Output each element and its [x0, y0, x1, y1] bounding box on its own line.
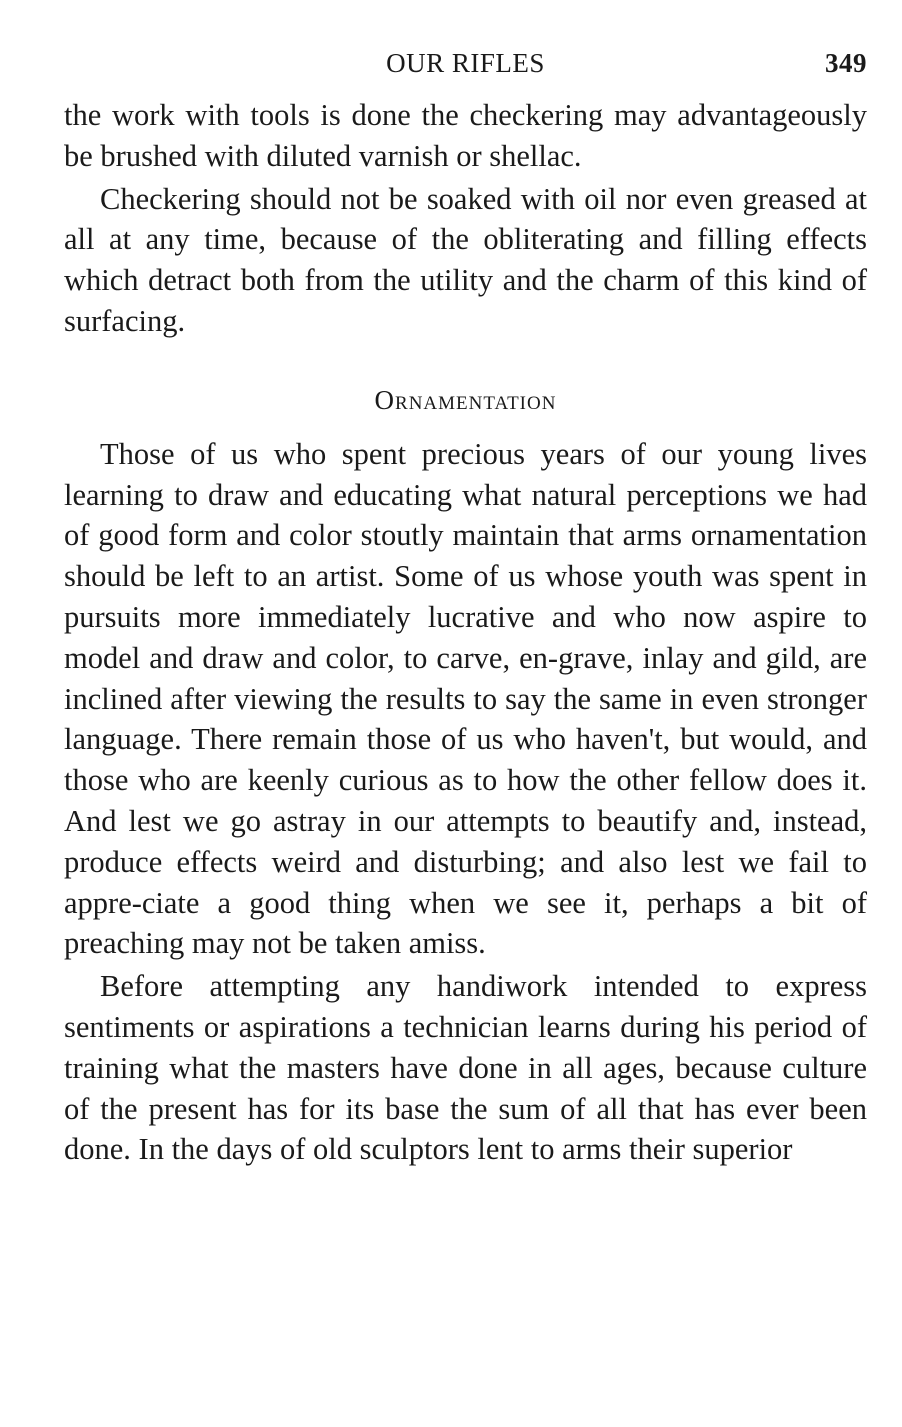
- running-head: [64, 48, 867, 88]
- running-title: OUR RIFLES: [386, 48, 545, 78]
- paragraph-checkering: Checkering should not be soaked with oil nor even greased at all at any time, because of the obliterating and filling effects which detract both from the utility and the charm of this kind of surfacing.: [64, 181, 867, 338]
- section-heading: Ornamentation: [374, 384, 557, 415]
- book-page: [64, 48, 867, 1170]
- paragraph-handiwork: Before attempting any handiwork intended to express sentiments or aspirations a technician learns during his period of training what the masters have done in all ages, because culture of the present has for its base the sum of all that has ever been done. In the days of old sculptors lent to arms their superior: [64, 969, 867, 1167]
- page-number: 349: [825, 48, 867, 78]
- paragraph-continuation: the work with tools is done the checkering may advantageously be brushed with diluted varnish or shellac.: [64, 98, 867, 173]
- paragraph-ornamentation: Those of us who spent precious years of our young lives learning to draw and educating what natural perceptions we had of good form and color stoutly maintain that arms ornamentation should be left to an artist. Some of us whose youth was spent in pursuits more immediately lucrative and who now aspire to model and draw and color, to carve, en-grave, inlay and gild, are inclined after viewing the results to say the same in even stronger language. There remain those of us who haven't, but would, and those who are keenly curious as to how the other fellow does it. And lest we go astray in our attempts to beautify and, instead, produce effects weird and disturbing; and also lest we fail to appre-ciate a good thing when we see it, perhaps a bit of preaching may not be taken amiss.: [64, 436, 867, 961]
